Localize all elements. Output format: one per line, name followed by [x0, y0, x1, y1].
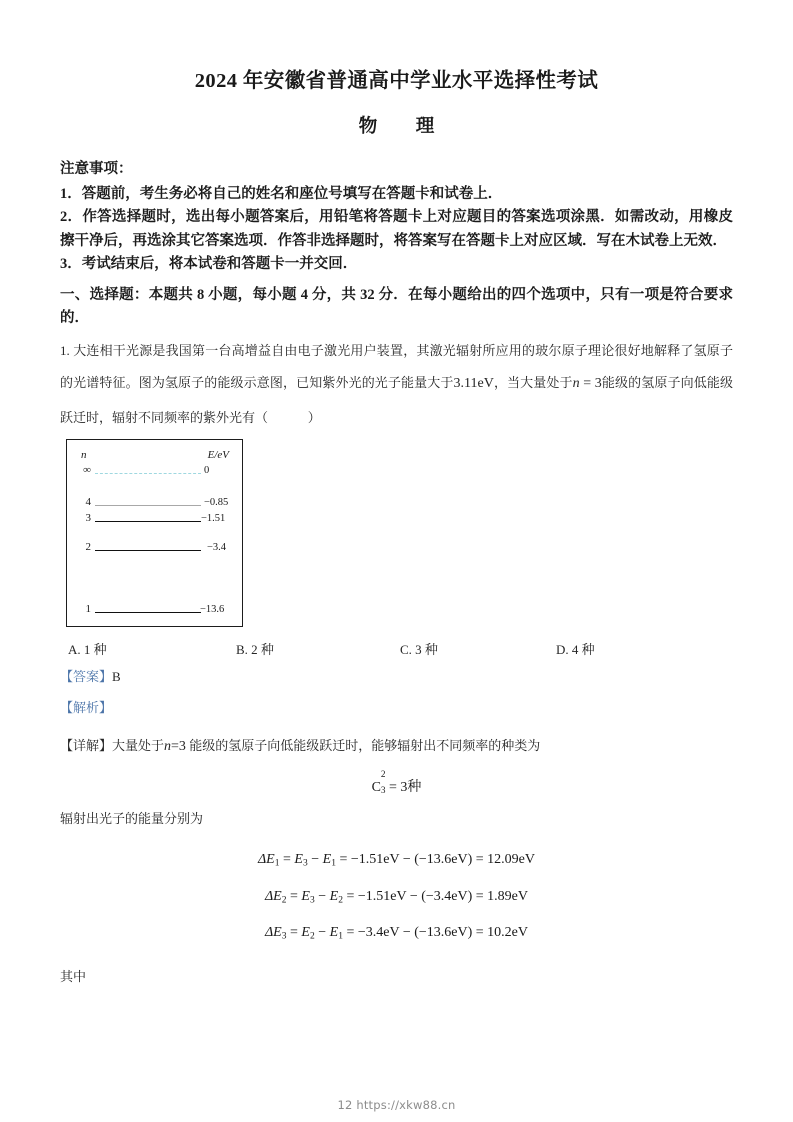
answer-line [60, 663, 733, 692]
energy-threshold-value: 3.11eV [453, 376, 494, 392]
eq2-term2-index: 2 [338, 895, 343, 906]
notice-item-2: 2．作答选择题时，选出每小题答案后，用铅笔将答题卡上对应题目的答案选项涂黑．如需改动，用橡皮擦干净后，再选涂其它答案选项．作答非选择题时，将答案写在答题卡上对应区域．写在木试卷上无效． [60, 209, 733, 249]
answer-tag: 【答案】 [60, 669, 113, 685]
page-subtitle: 物 理 [358, 116, 445, 137]
level-label-inf: ∞ [83, 464, 91, 477]
level-line-1 [95, 612, 201, 613]
option-d[interactable]: D. 4 种 [556, 642, 595, 658]
eq1-delta-index: 1 [274, 858, 280, 869]
eq3-delta-index: 3 [281, 931, 287, 942]
section-heading: 一、选择题：本题共 8 小题，每小题 4 分，共 32 分．在每小题给出的四个选项中，只有一项是符合要求的． [60, 286, 733, 326]
level-label-1: 1 [85, 603, 91, 616]
combination-symbol [371, 768, 386, 796]
eq1-term2-index: 1 [331, 858, 336, 869]
eq1-rest: = −1.51eV − (−13.6eV) = 12.09eV [339, 851, 536, 867]
eq2-delta-index: 2 [281, 895, 287, 906]
detail-line [60, 731, 733, 763]
combination-base: C [371, 780, 381, 796]
figure-border [66, 439, 243, 627]
question-part-3: 能级的氢原子向低能级跃迁时，辐射不同频率的紫外光有（ [60, 375, 733, 425]
eq2-term1-index: 3 [309, 895, 315, 906]
notice-item-3: 3．考试结束后，将本试卷和答题卡一并交回． [60, 256, 358, 273]
energy-equation-3: $\Delta E_3 = E_2 - E_1 = -3.4eV - (-13.6eV) = 10.2eV$ [264, 925, 529, 942]
quantum-state-n: n = 3 [572, 376, 602, 392]
axis-label-n: n [81, 449, 87, 462]
level-line-3 [95, 521, 201, 522]
eq3-term2-index: 1 [338, 931, 343, 942]
notice-item-1: 1．答题前，考生务必将自己的姓名和座位号填写在答题卡和试卷上． [60, 185, 503, 202]
level-energy-1: −13.6 [200, 604, 225, 616]
energy-equation-1: $\Delta E_1 = E_3 - E_1 = -1.51eV - (-13.6eV) = 12.09eV$ [257, 851, 536, 869]
axis-label-energy: E/eV [207, 449, 229, 462]
level-energy-2: −3.4 [207, 542, 227, 554]
question-number: 1. [60, 343, 70, 359]
eq3-term1-index: 2 [309, 931, 315, 942]
analysis-line [60, 694, 733, 723]
detail-text-after: 能级的氢原子向低能级跃迁时，能够辐射出不同频率的种类为 [189, 737, 541, 753]
level-line-inf [95, 473, 201, 474]
level-line-4 [95, 505, 201, 506]
page-title: 2024 年安徽省普通高中学业水平选择性考试 [194, 70, 599, 92]
level-energy-4: −0.85 [204, 497, 229, 509]
question-paren-close: ） [307, 409, 321, 425]
option-c[interactable]: C. 3 种 [400, 642, 438, 658]
level-label-4: 4 [85, 496, 91, 509]
level-energy-inf: 0 [204, 465, 210, 477]
eq3-rest: = −3.4eV − (−13.6eV) = 10.2eV [346, 925, 529, 941]
answer-value: B [112, 669, 121, 685]
detail-text-before: 大量处于 [112, 737, 165, 753]
combination-sub: 3 [380, 784, 386, 795]
notice-heading: 注意事项： [60, 160, 133, 177]
level-label-2: 2 [85, 541, 91, 554]
combination-result: = 3种 [389, 780, 422, 796]
question-part-1: 大连相干光源是我国第一台高增益自由电子激光用户装置，其激光辐射所应用的玻尔原子理论很好地解释了氢原子的光谱特征。图为氢原子的能级示意图，已知紫外光的光子能量大于 [60, 343, 733, 391]
answer-options [60, 639, 733, 661]
trailing-text: 其中 [60, 968, 87, 984]
eq2-rest: = −1.51eV − (−3.4eV) = 1.89eV [346, 888, 529, 904]
combination-sup: 2 [380, 768, 386, 779]
question-part-2: ，当大量处于 [493, 375, 573, 391]
detail-quantum-state: n=3 [164, 738, 186, 754]
page-footer: 12 https://xkw88.cn [337, 1098, 456, 1112]
energy-equation-2: $\Delta E_2 = E_3 - E_2 = -1.51eV - (-3.4eV) = 1.89eV$ [264, 888, 529, 906]
energy-equations [60, 852, 733, 942]
energies-intro: 辐射出光子的能量分别为 [60, 811, 204, 827]
level-energy-3: −1.51 [201, 513, 226, 525]
combination-equation [60, 768, 733, 796]
question-1-text [60, 335, 733, 433]
level-line-2 [95, 550, 201, 551]
energy-level-figure [66, 439, 733, 627]
notice-block [60, 158, 733, 277]
option-a[interactable]: A. 1 种 [68, 642, 107, 658]
eq1-term1-index: 3 [302, 858, 308, 869]
analysis-tag: 【解析】 [60, 700, 113, 716]
option-b[interactable]: B. 2 种 [236, 642, 274, 658]
level-label-3: 3 [85, 512, 91, 525]
answer-blank [268, 410, 308, 425]
detail-tag: 【详解】 [60, 737, 113, 753]
